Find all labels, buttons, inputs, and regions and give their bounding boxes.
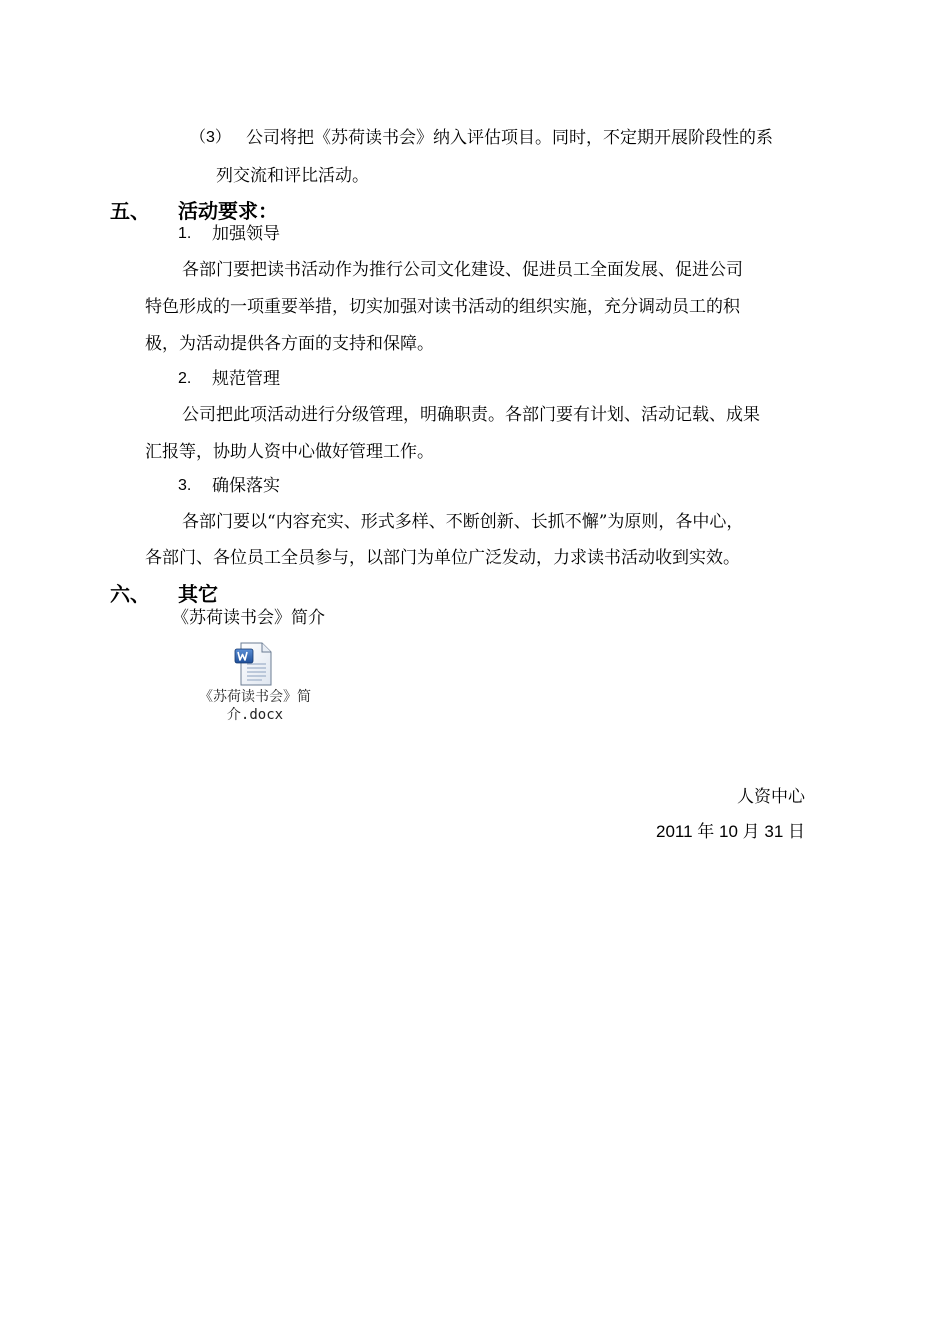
embedded-attachment[interactable] (185, 640, 325, 730)
item3-line2: 列交流和评比活动。 (216, 166, 369, 186)
req1-number: 1. (178, 225, 192, 242)
req3-number: 3. (178, 477, 192, 494)
req1-line1: 各部门要把读书活动作为推行公司文化建设、促进员工全面发展、促进公司 (182, 260, 743, 280)
attachment-name-line2: 介.docx (226, 707, 284, 723)
req3-line1: 各部门要以“内容充实、形式多样、不断创新、长抓不懈”为原则，各中心， (182, 512, 744, 532)
req3-line2: 各部门、各位员工全员参与，以部门为单位广泛发动，力求读书活动收到实效。 (145, 548, 740, 568)
section6-intro: 《苏荷读书会》简介 (172, 608, 325, 628)
req2-number: 2. (178, 370, 192, 387)
item3-marker: （3） (190, 129, 231, 146)
section5-number: 五、 (110, 199, 150, 223)
req1-label: 加强领导 (212, 224, 280, 244)
req1-line3: 极，为活动提供各方面的支持和保障。 (145, 334, 434, 354)
req2-line1: 公司把此项活动进行分级管理，明确职责。各部门要有计划、活动记载、成果 (182, 405, 760, 425)
req3-label: 确保落实 (212, 476, 280, 496)
section5-title: 活动要求： (178, 199, 278, 223)
word-document-icon (232, 642, 276, 686)
signature-date: 2011 年 10 月 31 日 (656, 822, 805, 841)
req1-line2: 特色形成的一项重要举措，切实加强对读书活动的组织实施，充分调动员工的积 (145, 297, 740, 317)
section6-title: 其它 (178, 582, 218, 606)
item3-line1: 公司将把《苏荷读书会》纳入评估项目。同时，不定期开展阶段性的系 (246, 128, 773, 148)
req2-line2: 汇报等，协助人资中心做好管理工作。 (145, 442, 434, 462)
req2-label: 规范管理 (212, 369, 280, 389)
signature-department: 人资中心 (737, 787, 805, 807)
section6-number: 六、 (110, 582, 150, 606)
attachment-name-line1: 《苏荷读书会》简 (199, 689, 311, 705)
